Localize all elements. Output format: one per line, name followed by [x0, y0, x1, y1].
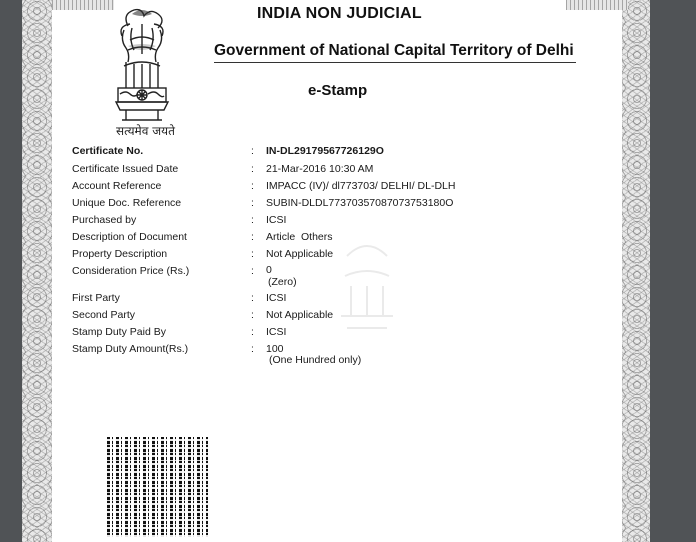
- field-separator: :: [251, 197, 254, 209]
- viewer-background-left: [0, 0, 22, 542]
- consideration-price-value: 0: [266, 264, 272, 276]
- certificate-no-label: Certificate No.: [72, 145, 144, 157]
- watermark-emblem-icon: [322, 236, 412, 336]
- stamp-duty-amount-value: 100: [266, 343, 284, 355]
- issued-date-label: Certificate Issued Date: [72, 163, 179, 175]
- field-separator: :: [251, 248, 254, 260]
- qr-code-pattern: [107, 437, 208, 537]
- first-party-value: ICSI: [266, 292, 287, 304]
- field-separator: :: [251, 163, 254, 175]
- field-separator: :: [251, 309, 254, 321]
- field-separator: :: [251, 231, 254, 243]
- guilloche-border-right: [622, 0, 650, 542]
- emblem-motto: सत्यमेव जयते: [116, 124, 175, 138]
- account-reference-value: IMPACC (IV)/ dl773703/ DELHI/ DL-DLH: [266, 180, 456, 192]
- ashoka-emblem-icon: [102, 6, 182, 126]
- document-description-value: Article Others: [266, 231, 333, 243]
- document-page: [22, 0, 650, 542]
- certificate-no-value: IN-DL29179567726129O: [266, 145, 384, 157]
- government-title: Government of National Capital Territory of Delhi: [214, 42, 574, 59]
- field-separator: :: [251, 180, 254, 192]
- title-underline: [214, 62, 576, 63]
- stamp-duty-amount-words: (One Hundred only): [269, 354, 362, 366]
- stamp-duty-amount-label: Stamp Duty Amount(Rs.): [72, 343, 189, 355]
- field-separator: :: [251, 265, 254, 277]
- viewer-background-right: [650, 0, 696, 542]
- first-party-label: First Party: [72, 292, 120, 304]
- consideration-price-label: Consideration Price (Rs.): [72, 265, 190, 277]
- purchased-by-value: ICSI: [266, 214, 287, 226]
- field-separator: :: [251, 214, 254, 226]
- field-separator: :: [251, 326, 254, 338]
- field-separator: :: [251, 145, 254, 157]
- second-party-value: Not Applicable: [266, 309, 334, 321]
- property-description-label: Property Description: [72, 248, 168, 260]
- unique-doc-reference-value: SUBIN-DLDL77370357087073753180O: [266, 197, 454, 209]
- guilloche-top-band-right: [566, 0, 628, 10]
- document-description-label: Description of Document: [72, 231, 187, 243]
- consideration-price-words: (Zero): [268, 276, 297, 288]
- property-description-value: Not Applicable: [266, 248, 334, 260]
- field-separator: :: [251, 292, 254, 304]
- field-separator: :: [251, 343, 254, 355]
- guilloche-border-left: [22, 0, 52, 542]
- account-reference-label: Account Reference: [72, 180, 162, 192]
- document-type-title: e-Stamp: [308, 82, 368, 99]
- page-title: INDIA NON JUDICIAL: [257, 5, 422, 22]
- stamp-duty-paid-by-label: Stamp Duty Paid By: [72, 326, 166, 338]
- second-party-label: Second Party: [72, 309, 136, 321]
- unique-doc-reference-label: Unique Doc. Reference: [72, 197, 182, 209]
- purchased-by-label: Purchased by: [72, 214, 137, 226]
- stamp-duty-paid-by-value: ICSI: [266, 326, 287, 338]
- issued-date-value: 21-Mar-2016 10:30 AM: [266, 163, 374, 175]
